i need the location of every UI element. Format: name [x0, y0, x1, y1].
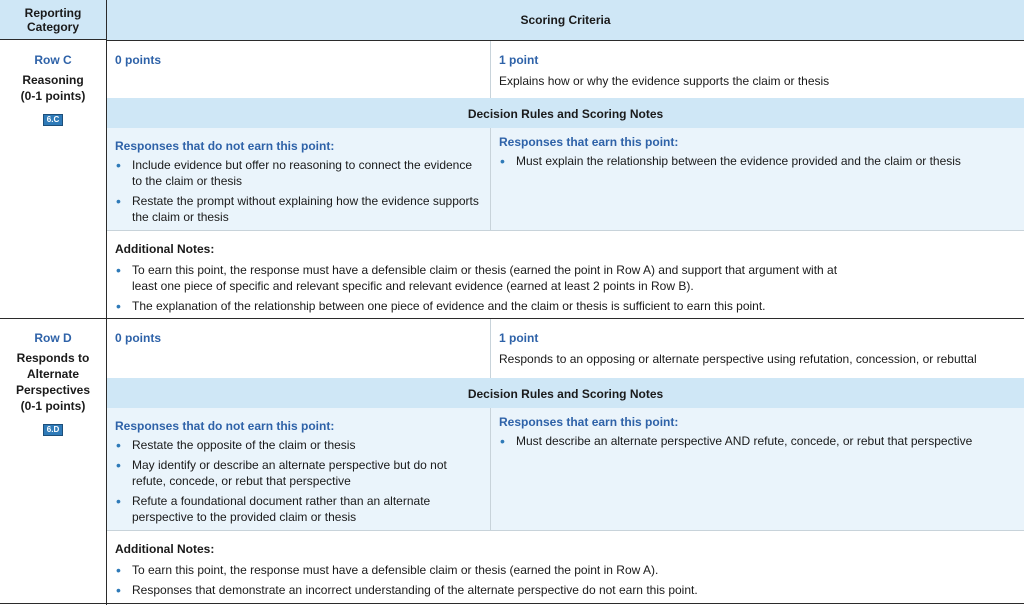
row-c-category-name: Reasoning	[22, 73, 84, 87]
row-c-points-divider	[490, 41, 491, 98]
row-d-points-range: (0-1 points)	[20, 399, 86, 413]
row-c-decision-title: Decision Rules and Scoring Notes	[467, 107, 664, 121]
row-c-no-earn-list	[115, 157, 480, 229]
row-d-one-point: 1 point	[499, 331, 539, 345]
table-bottom-border	[0, 603, 1024, 604]
row-d-category	[0, 330, 106, 436]
row-d-earn-list	[499, 433, 1014, 453]
row-c-one-point: 1 point	[499, 53, 539, 67]
row-d-no-earn-title: Responses that do not earn this point:	[115, 419, 335, 433]
row-c-category	[0, 52, 106, 126]
row-c-one-point-desc: Explains how or why the evidence supports the claim or thesis	[499, 74, 830, 88]
row-c-note-item: • To earn this point, the response must have a defensible claim or thesis (earned the point in Row A) and support that argument with at least one piece of specific and relevant specific and relevant evidence (earned at least 2 points in Row B).	[115, 262, 845, 294]
row-separator	[0, 318, 1024, 319]
row-d-label: Row D	[34, 331, 72, 345]
row-d-notes-list	[115, 562, 1015, 602]
row-d-earn-item: • Must describe an alternate perspective AND refute, concede, or rebut that perspective	[499, 433, 1014, 449]
row-d-notes-divider	[107, 530, 1024, 531]
row-d-earn-title: Responses that earn this point:	[499, 415, 679, 429]
row-c-earn-list	[499, 153, 1014, 173]
row-c-notes-title: Additional Notes:	[115, 242, 215, 256]
row-d-zero-points: 0 points	[115, 331, 162, 345]
row-d-one-point-desc: Responds to an opposing or alternate perspective using refutation, concession, or rebuttal	[499, 352, 977, 366]
row-c-zero-points: 0 points	[115, 53, 162, 67]
row-d-notes-title: Additional Notes:	[115, 542, 215, 556]
row-c-earn-item: • Must explain the relationship between the evidence provided and the claim or thesis	[499, 153, 1014, 169]
row-d-no-earn-item: • Restate the opposite of the claim or thesis	[115, 437, 480, 453]
row-d-decision-title: Decision Rules and Scoring Notes	[467, 387, 664, 401]
row-c-skill-badge: 6.C	[43, 114, 63, 126]
header-scoring-criteria: Scoring Criteria	[107, 0, 1024, 41]
row-c-no-earn-item: • Include evidence but offer no reasoning to connect the evidence to the claim or thesis	[115, 157, 480, 189]
row-d-no-earn-list	[115, 437, 480, 529]
row-c-notes-list	[115, 262, 845, 318]
row-d-rules-divider	[490, 408, 491, 530]
row-c-points-range: (0-1 points)	[20, 89, 86, 103]
row-d-note-item: • To earn this point, the response must have a defensible claim or thesis (earned the point in Row A).	[115, 562, 1015, 578]
row-c-no-earn-title: Responses that do not earn this point:	[115, 139, 335, 153]
row-c-earn-title: Responses that earn this point:	[499, 135, 679, 149]
row-c-rules-divider	[490, 128, 491, 230]
row-d-no-earn-item: • May identify or describe an alternate perspective but do not refute, concede, or rebut that perspective	[115, 457, 480, 489]
row-d-skill-badge: 6.D	[43, 424, 63, 436]
row-c-label: Row C	[34, 53, 72, 67]
row-c-notes-divider	[107, 230, 1024, 231]
row-d-points-divider	[490, 319, 491, 378]
row-d-note-item: • Responses that demonstrate an incorrect understanding of the alternate perspective do not earn this point.	[115, 582, 1015, 598]
row-c-note-item: • The explanation of the relationship between one piece of evidence and the claim or thesis is sufficient to earn this point.	[115, 298, 1024, 314]
header-reporting-category: Reporting Category	[0, 0, 106, 40]
row-d-no-earn-item: • Refute a foundational document rather than an alternate perspective to the provided claim or thesis	[115, 493, 480, 525]
row-c-no-earn-item: • Restate the prompt without explaining how the evidence supports the claim or thesis	[115, 193, 480, 225]
category-column-divider	[106, 0, 107, 605]
row-d-category-name: Responds to Alternate Perspectives	[15, 351, 91, 397]
